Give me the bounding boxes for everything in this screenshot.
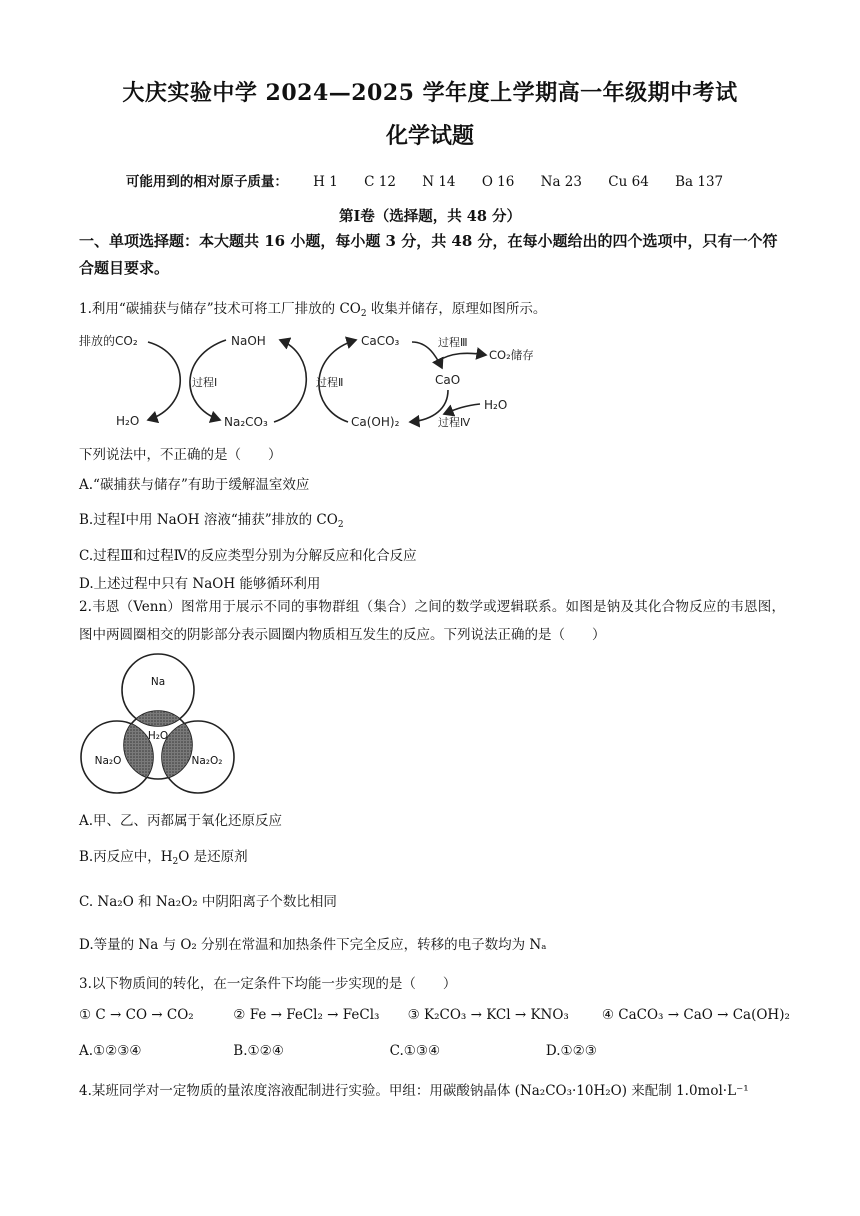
q4-stem: 4.某班同学对一定物质的量浓度溶液配制进行实验。甲组：用碳酸钠晶体 (Na₂CO₃·10H₂O) 来配制 1.0mol·L⁻¹ bbox=[79, 1083, 749, 1099]
q1-option-b-sub: 2 bbox=[337, 520, 344, 530]
process2-label: 过程Ⅱ bbox=[316, 376, 344, 389]
q3-conversion-4: ④ CaCO₃ → CaO → Ca(OH)₂ bbox=[601, 1007, 790, 1023]
section-title: 第Ⅰ卷（选择题，共 48 分） bbox=[338, 208, 522, 225]
exam-title: 大庆实验中学 2024—2025 学年度上学期高一年级期中考试 bbox=[122, 80, 738, 106]
q1-stem-text: 1.利用“碳捕获与储存”技术可将工厂排放的 CO bbox=[79, 301, 361, 317]
process3-label: 过程Ⅲ bbox=[438, 336, 468, 349]
q3-option-b: B.①②④ bbox=[233, 1043, 284, 1059]
mass-item: Na 23 bbox=[540, 174, 582, 190]
q1-stem bbox=[79, 297, 546, 319]
venn-label-h2o: H₂O bbox=[147, 730, 169, 742]
q2-option-b-formula: H bbox=[160, 849, 173, 865]
q3-option-d: D.①②③ bbox=[545, 1043, 597, 1059]
q1-stem-sub: 2 bbox=[360, 309, 367, 319]
q1-option-d: D.上述过程中只有 NaOH 能够循环利用 bbox=[79, 576, 321, 592]
emit-co2-label: 排放的CO₂ bbox=[79, 334, 138, 348]
q3-conversion-3: ③ K₂CO₃ → KCl → KNO₃ bbox=[407, 1007, 569, 1023]
q2-option-b-text: B.丙反应中， bbox=[79, 849, 161, 865]
q3-conversions bbox=[79, 1007, 790, 1023]
arrow-co2-to-h2o bbox=[148, 342, 180, 420]
q1-option-c: C.过程Ⅲ和过程Ⅳ的反应类型分别为分解反应和化合反应 bbox=[79, 548, 417, 564]
mass-item: C 12 bbox=[364, 174, 396, 190]
venn-diagram bbox=[76, 651, 246, 801]
q2-option-b-text-end: O 是还原剂 bbox=[178, 849, 248, 865]
na2co3-label: Na₂CO₃ bbox=[224, 415, 268, 429]
arrow-na2co3-to-naoh bbox=[274, 340, 306, 422]
section-instruction: 一、单项选择题：本大题共 16 小题，每小题 3 分，共 48 分，在每小题给出的四个选项中，只有一个符合题目要求。 bbox=[79, 232, 778, 277]
mass-item: Cu 64 bbox=[608, 174, 649, 190]
q3-conversion-2: ② Fe → FeCl₂ → FeCl₃ bbox=[233, 1007, 380, 1023]
q1-option-b bbox=[79, 508, 344, 530]
mass-item: O 16 bbox=[481, 174, 515, 190]
h2o-right-label: H₂O bbox=[484, 398, 508, 412]
mass-item: Ba 137 bbox=[675, 174, 724, 190]
venn-label-na: Na bbox=[150, 676, 166, 688]
q3-option-c: C.①③④ bbox=[389, 1043, 441, 1059]
venn-label-na2o: Na₂O bbox=[94, 755, 122, 767]
carbon-capture-diagram bbox=[76, 328, 546, 438]
caoh2-label: Ca(OH)₂ bbox=[351, 415, 400, 429]
h2o-left-label: H₂O bbox=[116, 414, 140, 428]
q1-option-a: A.“碳捕获与储存”有助于缓解温室效应 bbox=[79, 477, 310, 493]
q3-conversion-1: ① C → CO → CO₂ bbox=[79, 1007, 194, 1023]
mass-item: N 14 bbox=[422, 174, 456, 190]
q2-option-d: D.等量的 Na 与 O₂ 分别在常温和加热条件下完全反应，转移的电子数均为 Nₐ bbox=[79, 937, 547, 953]
process1-label: 过程Ⅰ bbox=[192, 376, 218, 389]
q2-option-c: C. Na₂O 和 Na₂O₂ 中阴阳离子个数比相同 bbox=[79, 894, 337, 910]
q1-stem-text-end: 收集并储存，原理如图所示。 bbox=[366, 301, 547, 317]
q2-option-b bbox=[79, 845, 248, 867]
arrow-h2o-in bbox=[444, 404, 480, 414]
co2-storage-label: CO₂储存 bbox=[489, 348, 534, 362]
naoh-label: NaOH bbox=[231, 334, 266, 348]
q1-prompt: 下列说法中，不正确的是（ ） bbox=[79, 447, 282, 463]
q2-option-b-sub: 2 bbox=[172, 857, 179, 867]
q1-option-b-text: B.过程Ⅰ中用 NaOH 溶液“捕获”排放的 CO bbox=[79, 512, 338, 528]
atomic-masses bbox=[0, 170, 860, 190]
q2-option-a: A.甲、乙、丙都属于氧化还原反应 bbox=[79, 813, 283, 829]
mass-item: H 1 bbox=[313, 174, 338, 190]
exam-subtitle: 化学试题 bbox=[385, 123, 474, 149]
venn-label-na2o2: Na₂O₂ bbox=[191, 755, 223, 767]
q3-option-a: A.①②③④ bbox=[79, 1043, 142, 1059]
process4-label: 过程Ⅳ bbox=[438, 416, 471, 429]
arrow-to-co2-storage bbox=[436, 353, 486, 362]
cao-label: CaO bbox=[435, 373, 461, 387]
q3-options bbox=[79, 1043, 597, 1059]
atomic-masses-label: 可能用到的相对原子质量： bbox=[125, 174, 288, 190]
caco3-label: CaCO₃ bbox=[361, 334, 400, 348]
q2-stem: 2.韦恩（Venn）图常用于展示不同的事物群组（集合）之间的数学或逻辑联系。如图是钠及其化合物反应的韦恩图，图中两圆圈相交的阴影部分表示圆圈内物质相互发生的反应。下列说法正确的是（ ） bbox=[79, 599, 785, 643]
q3-stem: 3.以下物质间的转化，在一定条件下均能一步实现的是（ ） bbox=[79, 976, 457, 992]
